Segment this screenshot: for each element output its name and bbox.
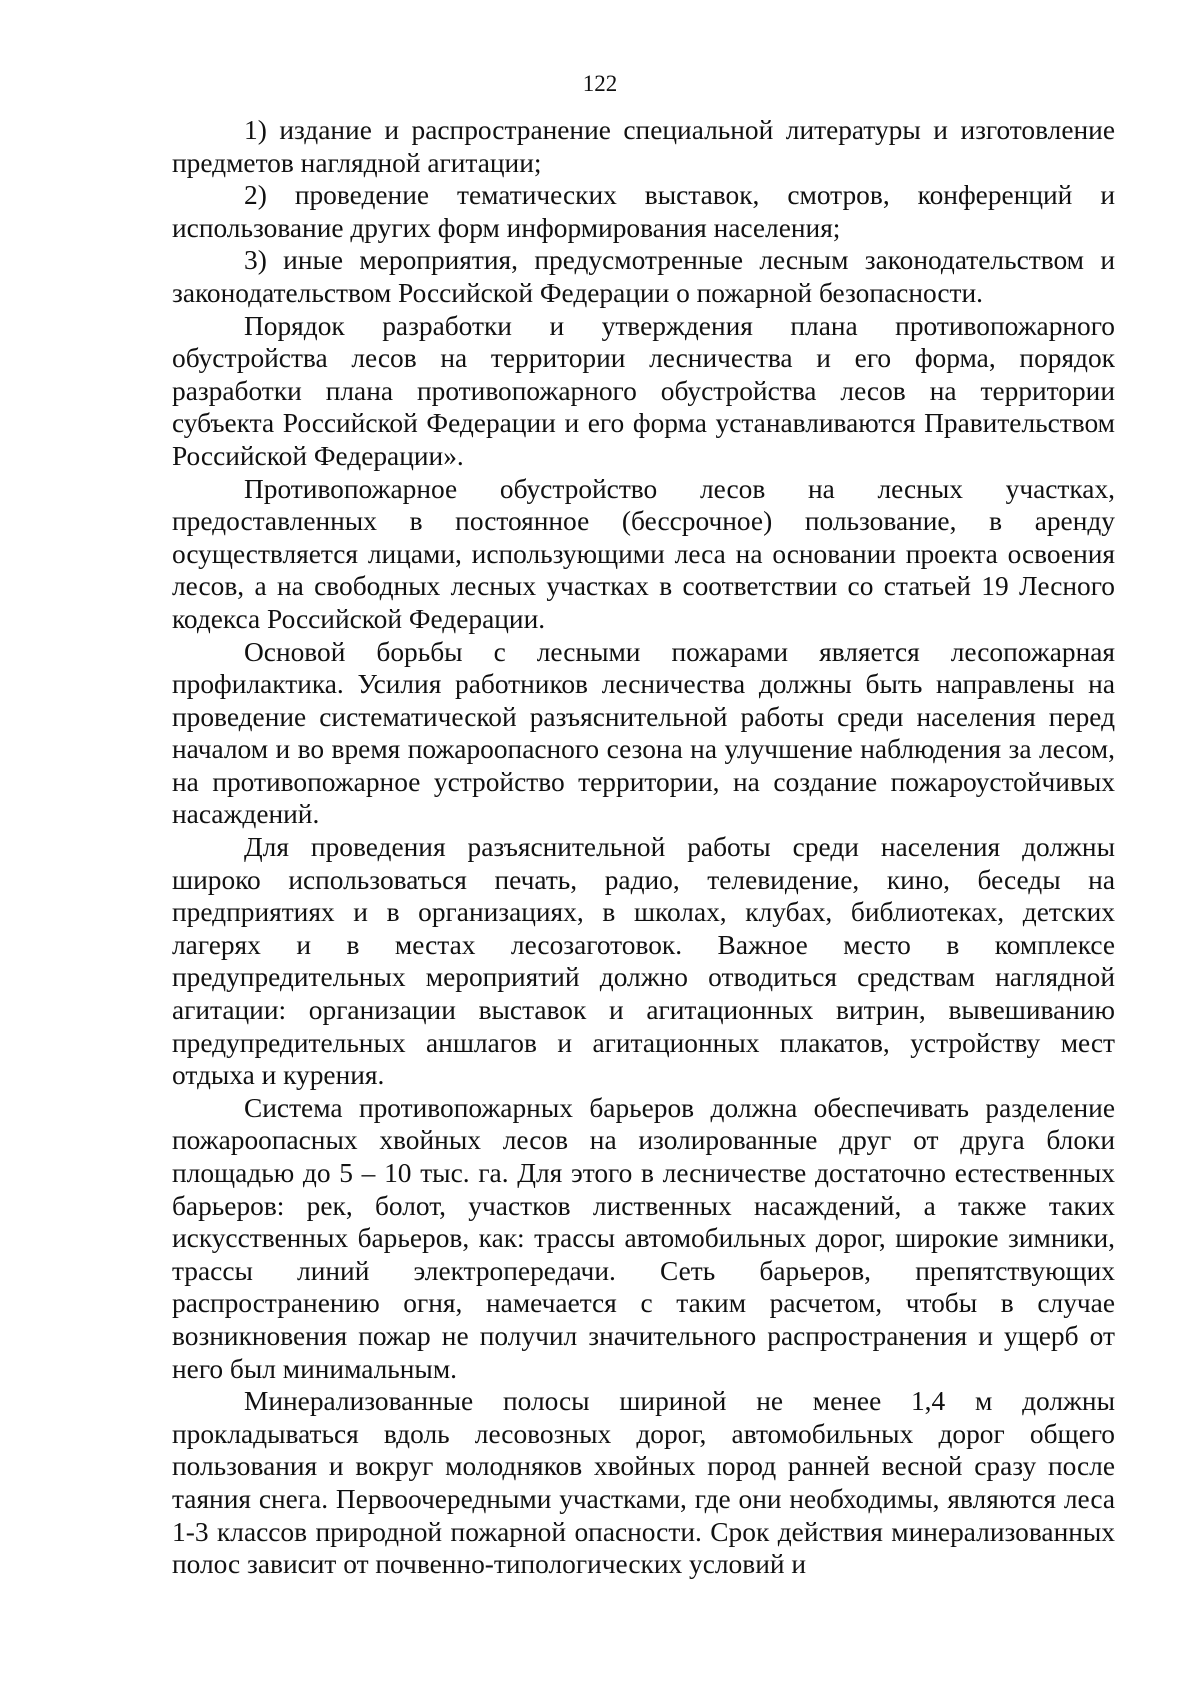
paragraph-fire-arrangement: Противопожарное обустройство лесов на лесных участках, предоставленных в постоянное (бессрочное) пользование, в аренду осуществляется лицами, использующими леса на основании проекта освоения лесов, а на свободных лесных участках в соответствии со статьей 19 Лесного кодекса Российской Федерации. — [172, 473, 1115, 634]
paragraph-item-1: 1) издание и распространение специальной литературы и изготовление предметов наглядной агитации; — [172, 115, 1115, 178]
paragraph-fire-barriers: Система противопожарных барьеров должна обеспечивать разделение пожароопасных хвойных лесов на изолированные друг от друга блоки площадью до 5 – 10 тыс. га. Для этого в лесничестве достаточно естественных барьеров: рек, болот, участков лиственных насаждений, а также таких искусственных барьеров, как: трассы автомобильных дорог, широкие зимники, трассы линий электропередачи. Сеть барьеров, препятствующих распространению огня, намечается с таким расчетом, чтобы в случае возникновения пожар не получил значительного распространения и ущерб от него был минимальным. — [172, 1092, 1115, 1384]
paragraph-plan-procedure: Порядок разработки и утверждения плана противопожарного обустройства лесов на территории лесничества и его форма, порядок разработки плана противопожарного обустройства лесов на территории субъекта Российской Федерации и его форма устанавливаются Правительством Российской Федерации». — [172, 310, 1115, 471]
body-text — [172, 114, 1115, 1581]
paragraph-mineralized-strips: Минерализованные полосы шириной не менее 1,4 м должны прокладываться вдоль лесовозных дорог, автомобильных дорог общего пользования и вокруг молодняков хвойных пород ранней весной сразу после таяния снега. Первоочередными участками, где они необходимы, являются леса 1-3 классов природной пожарной опасности. Срок действия минерализованных полос зависит от почвенно-типологических условий и — [172, 1386, 1115, 1580]
page-number: 122 — [582, 71, 618, 96]
paragraph-item-3: 3) иные мероприятия, предусмотренные лесным законодательством и законодательством Российской Федерации о пожарной безопасности. — [172, 245, 1115, 308]
paragraph-public-outreach: Для проведения разъяснительной работы среди населения должны широко использоваться печать, радио, телевидение, кино, беседы на предприятиях и в организациях, в школах, клубах, библиотеках, детских лагерях и в местах лесозаготовок. Важное место в комплексе предупредительных мероприятий должно отводиться средствам наглядной агитации: организации выставок и агитационных витрин, вывешиванию предупредительных аншлагов и агитационных плакатов, устройству мест отдыха и курения. — [172, 832, 1115, 1091]
paragraph-item-2: 2) проведение тематических выставок, смотров, конференций и использование других форм информирования населения; — [172, 180, 1115, 243]
paragraph-fire-prevention: Основой борьбы с лесными пожарами является лесопожарная профилактика. Усилия работников лесничества должны быть направлены на проведение систематической разъяснительной работы среди населения перед началом и во время пожароопасного сезона на улучшение наблюдения за лесом, на противопожарное устройство территории, на создание пожароустойчивых насаждений. — [172, 636, 1115, 830]
